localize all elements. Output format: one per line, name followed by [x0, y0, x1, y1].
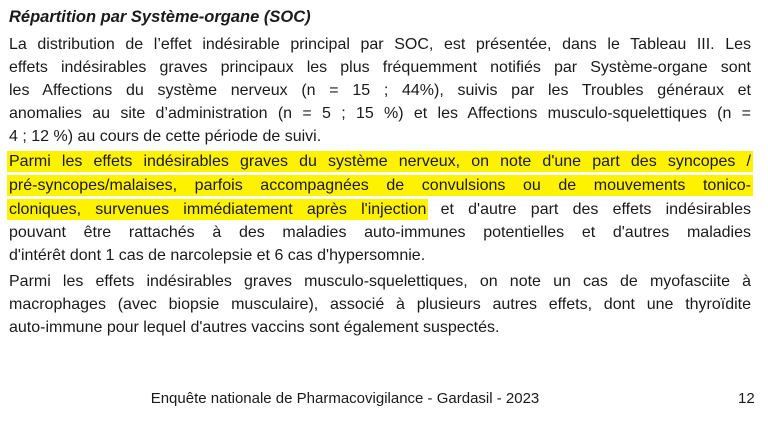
text-line	[9, 198, 751, 221]
text-line: les Affections du système nerveux (n = 15 ; 44%), suivis par les Troubles généraux et	[9, 82, 751, 99]
section-heading: Répartition par Système-organe (SOC)	[9, 8, 311, 26]
plain-span: et d'autre part des effets indésirables	[426, 201, 752, 218]
text-line: pouvant être rattachés à des maladies auto-immunes potentielles et d'autres maladies	[9, 224, 751, 241]
text-line: Parmi les effets indésirables graves musculo-squelettiques, on note un cas de myofasciite à	[9, 273, 751, 290]
text-line: La distribution de l’effet indésirable principal par SOC, est présentée, dans le Tableau III. Les	[9, 36, 751, 53]
highlight-span: pré-syncopes/malaises, parfois accompagnées de convulsions ou de mouvements tonico-	[9, 177, 751, 194]
page-number: 12	[738, 390, 755, 407]
highlighted-text-line	[9, 150, 751, 173]
text-line: macrophages (avec biopsie musculaire), associé à plusieurs autres effets, dont une thyroïdite	[9, 296, 751, 313]
text-line: effets indésirables graves principaux les plus fréquemment notifiés par Système-organe sont	[9, 59, 751, 76]
text-line: d'intérêt dont 1 cas de narcolepsie et 6 cas d'hypersomnie.	[9, 247, 426, 264]
highlighted-text-line	[9, 174, 751, 197]
footer-title: Enquête nationale de Pharmacovigilance - Gardasil - 2023	[150, 390, 540, 407]
highlight-span: Parmi les effets indésirables graves du système nerveux, on note d'une part des syncopes /	[9, 153, 751, 170]
highlight-span: cloniques, survenues immédiatement après l'injection	[9, 201, 427, 218]
text-line: anomalies au site d’administration (n = 5 ; 15 %) et les Affections musculo-squelettiques (n =	[9, 105, 751, 122]
text-line: 4 ; 12 %) au cours de cette période de suivi.	[9, 128, 322, 145]
text-line: auto-immune pour lequel d'autres vaccins sont également suspectés.	[9, 319, 500, 336]
